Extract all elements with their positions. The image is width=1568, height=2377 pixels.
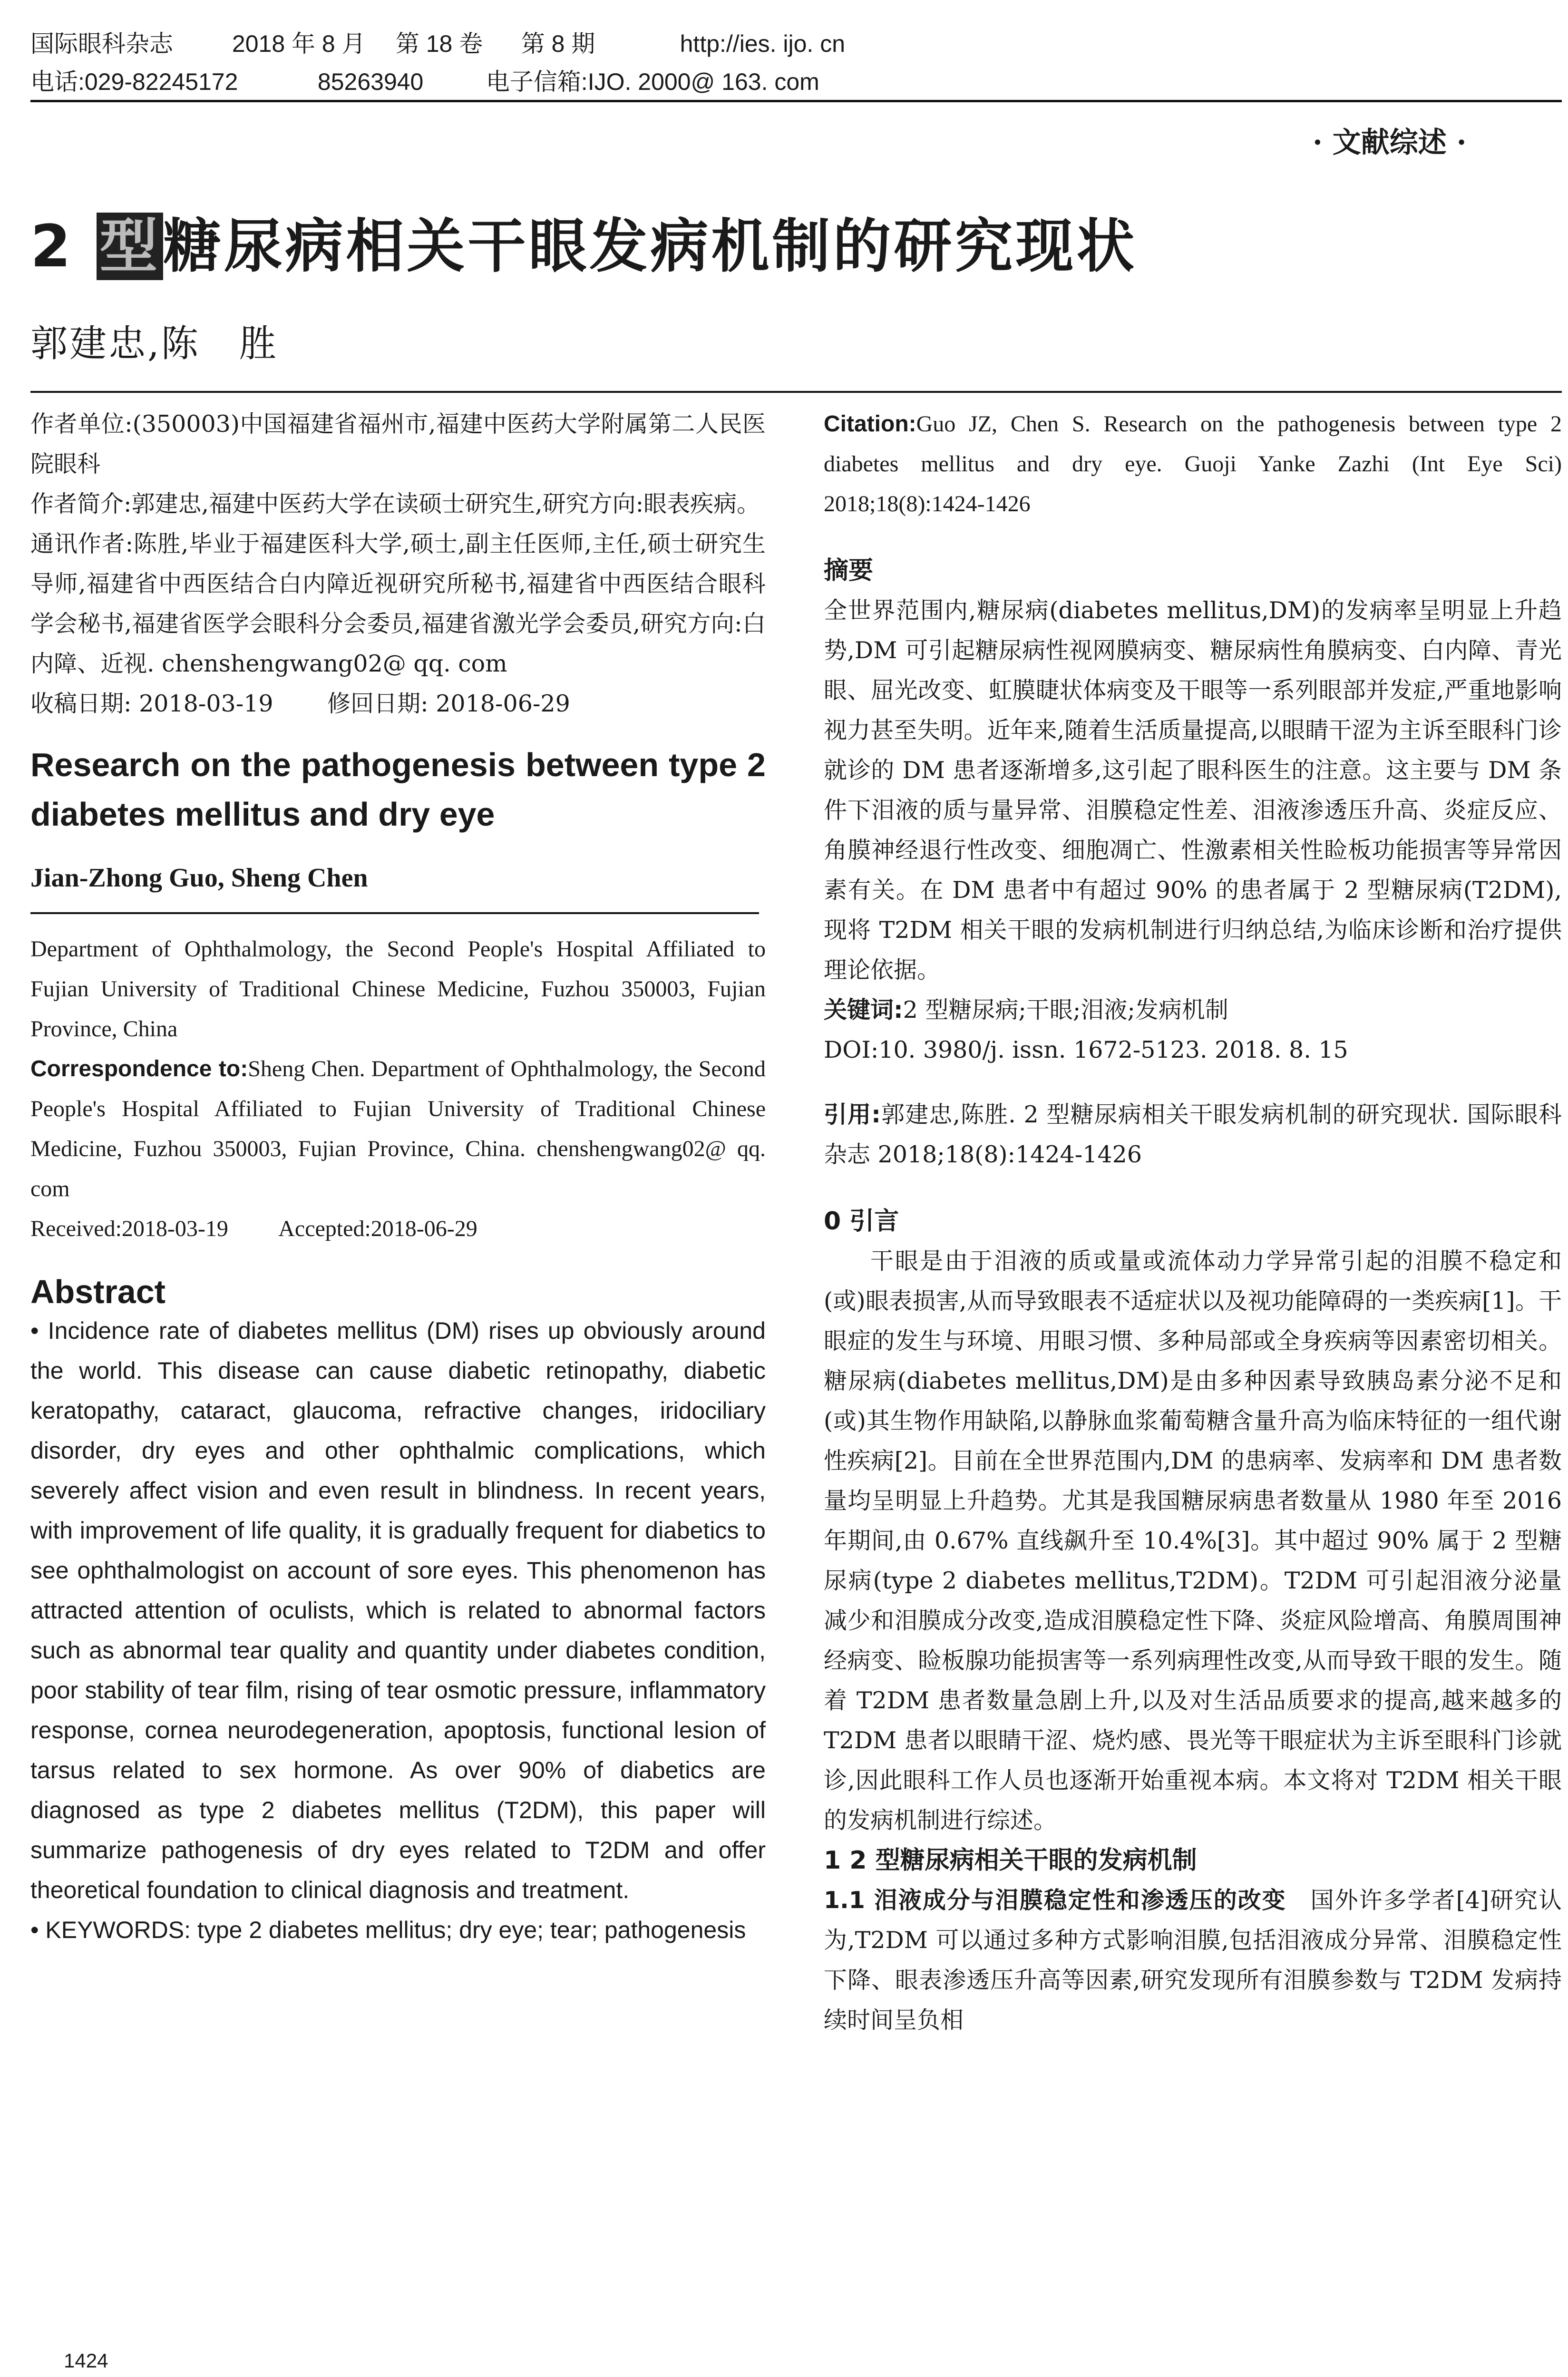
header-rule [30, 100, 1562, 102]
keywords-en: • KEYWORDS: type 2 diabetes mellitus; dry eye; tear; pathogenesis [30, 1917, 746, 1943]
left-column [30, 404, 766, 1950]
journal-url: http://ies. ijo. cn [680, 30, 846, 57]
intro-heading: 0 引言 [824, 1207, 899, 1236]
dates-cn: 收稿日期: 2018-03-19 修回日期: 2018-06-29 [30, 690, 570, 717]
section-1-1-text: 国外许多学者[4]研究认为,T2DM 可以通过多种方式影响泪膜,包括泪液成分异常、泪膜稳定性下降、眼表渗透压升高等因素,研究发现所有泪膜参数与 T2DM 发病持续时间呈负相 [824, 1887, 1562, 2034]
section-1-1 [824, 1880, 1562, 2040]
keywords-cn-label: 关键词: [824, 996, 903, 1023]
issue-date: 2018 年 8 月 [232, 30, 366, 57]
keywords-cn-line [824, 990, 1562, 1030]
phone: 电话:029-82245172 [30, 68, 238, 95]
cite-cn-line [824, 1095, 1562, 1175]
correspondence-label: Correspondence to: [30, 1056, 248, 1081]
correspondence-text: Sheng Chen. Department of Ophthalmology, the Second People's Hospital Affiliated to Fujian University of Traditional Chinese Medicine, Fuzhou 350003, Fujian Province, China. chenshengwang02@ qq. com [30, 1056, 766, 1201]
issue-number: 第 8 期 [521, 30, 595, 57]
page-number: 1424 [64, 2349, 108, 2372]
title-rest: 糖尿病相关干眼发病机制的研究现状 [163, 213, 1138, 280]
article-title [30, 200, 1137, 283]
cite-cn: 郭建忠,陈胜. 2 型糖尿病相关干眼发病机制的研究现状. 国际眼科杂志 2018;18(8):1424-1426 [824, 1101, 1562, 1168]
journal-name: 国际眼科杂志 [30, 30, 173, 57]
citation-text: Guo JZ, Chen S. Research on the pathogenesis between type 2 diabetes mellitus and dry eye. Guoji Yanke Zazhi (Int Eye Sci) 2018;18(8):1424-1426 [824, 411, 1562, 516]
citation-label: Citation: [824, 411, 916, 437]
author-rule [30, 912, 759, 914]
correspondence [30, 1049, 766, 1209]
corresponding-author: 通讯作者:陈胜,毕业于福建医科大学,硕士,副主任医师,主任,硕士研究生导师,福建省中西医结合白内障近视研究所秘书,福建省中西医结合眼科学会秘书,福建省医学会眼科分会委员,福建省激光学会委员,研究方向:白内障、近视. chenshengwang02@ qq. com [30, 530, 766, 677]
english-title: Research on the pathogenesis between type 2 diabetes mellitus and dry eye [30, 746, 766, 833]
email: 电子信箱:IJO. 2000@ 163. com [486, 68, 819, 95]
english-affiliation: Department of Ophthalmology, the Second People's Hospital Affiliated to Fujian University of Traditional Chinese Medicine, Fuzhou 350003, Fujian Province, China [30, 936, 766, 1042]
title-highlight: 型 [97, 213, 163, 280]
english-affiliation-block [30, 929, 766, 1249]
authors-cn: 郭建忠,陈 胜 [30, 322, 278, 365]
section-tag: · 文献综述 · [1313, 126, 1467, 159]
dates-en: Received:2018-03-19 Accepted:2018-06-29 [30, 1216, 477, 1241]
section-1-1-heading: 1.1 泪液成分与泪膜稳定性和渗透压的改变 [824, 1887, 1286, 1914]
abstract-heading: Abstract [30, 1273, 166, 1310]
section-1-heading: 1 2 型糖尿病相关干眼的发病机制 [824, 1846, 1197, 1875]
keywords-cn: 2 型糖尿病;干眼;泪液;发病机制 [903, 996, 1228, 1023]
english-authors: Jian-Zhong Guo, Sheng Chen [30, 863, 368, 893]
doi: DOI:10. 3980/j. issn. 1672-5123. 2018. 8. 15 [824, 1036, 1348, 1063]
title-rule [30, 391, 1562, 393]
volume: 第 18 卷 [395, 30, 483, 57]
abstract-cn-heading: 摘要 [824, 556, 874, 585]
cite-cn-label: 引用: [824, 1101, 881, 1128]
author-profile: 作者简介:郭建忠,福建中医药大学在读硕士研究生,研究方向:眼表疾病。 [30, 490, 760, 517]
phone-2: 85263940 [317, 68, 424, 95]
title-prefix: 2 [30, 213, 74, 280]
citation-en [824, 404, 1562, 524]
abstract-body [30, 1311, 766, 1950]
abstract-text: • Incidence rate of diabetes mellitus (DM) rises up obviously around the world. This disease can cause diabetic retinopathy, diabetic keratopathy, cataract, glaucoma, refractive changes, iridociliary disorder, dry eyes and other ophthalmic complications, which severely affect vision and even result in blindness. In recent years, with improvement of life quality, it is gradually frequent for diabetics to see ophthalmologist on account of sore eyes. This phenomenon has attracted attention of oculists, which is related to abnormal factors such as abnormal tear quality and quantity under diabetes condition, poor stability of tear film, rising of tear osmotic pressure, inflammatory response, cornea neurodegeneration, apoptosis, functional lesion of tarsus related to sex hormone. As over 90% of diabetics are diagnosed as type 2 diabetes mellitus (T2DM), this paper will summarize pathogenesis of dry eyes related to T2DM and offer theoretical foundation to clinical diagnosis and treatment. [30, 1317, 766, 1903]
running-header [30, 25, 1562, 101]
abstract-cn: 全世界范围内,糖尿病(diabetes mellitus,DM)的发病率呈明显上升趋势,DM 可引起糖尿病性视网膜病变、糖尿病性角膜病变、白内障、青光眼、屈光改变、虹膜睫状体病变及干眼等一系列眼部并发症,严重地影响视力甚至失明。近年来,随着生活质量提高,以眼睛干涩为主诉至眼科门诊就诊的 DM 患者逐渐增多,这引起了眼科医生的注意。这主要与 DM 条件下泪液的质与量异常、泪膜稳定性差、泪液渗透压升高、炎症反应、角膜神经退行性改变、细胞凋亡、性激素相关性睑板功能损害等异常因素有关。在 DM 患者中有超过 90% 的患者属于 2 型糖尿病(T2DM),现将 T2DM 相关干眼的发病机制进行归纳总结,为临床诊断和治疗提供理论依据。 [824, 597, 1562, 984]
intro-text: 干眼是由于泪液的质或量或流体动力学异常引起的泪膜不稳定和(或)眼表损害,从而导致眼表不适症状以及视功能障碍的一类疾病[1]。干眼症的发生与环境、用眼习惯、多种局部或全身疾病等因素密切相关。糖尿病(diabetes mellitus,DM)是由多种因素导致胰岛素分泌不足和(或)其生物作用缺陷,以静脉血浆葡萄糖含量升高为临床特征的一组代谢性疾病[2]。目前在全世界范围内,DM 的患病率、发病率和 DM 患者数量均呈明显上升趋势。尤其是我国糖尿病患者数量从 1980 年至 2016 年期间,由 0.67% 直线飙升至 10.4%[3]。其中超过 90% 属于 2 型糖尿病(type 2 diabetes mellitus,T2DM)。T2DM 可引起泪液分泌量减少和泪膜成分改变,造成泪膜稳定性下降、炎症风险增高、角膜周围神经病变、睑板腺功能损害等一系列病理性改变,从而导致干眼的发生。随着 T2DM 患者数量急剧上升,以及对生活品质要求的提高,越来越多的 T2DM 患者以眼睛干涩、烧灼感、畏光等干眼症状为主诉至眼科门诊就诊,因此眼科工作人员也逐渐开始重视本病。本文将对 T2DM 相关干眼的发病机制进行综述。 [824, 1247, 1562, 1834]
affiliation: 作者单位:(350003)中国福建省福州市,福建中医药大学附属第二人民医院眼科 [30, 410, 766, 477]
right-column [824, 404, 1562, 2040]
affiliation-block [30, 404, 766, 724]
